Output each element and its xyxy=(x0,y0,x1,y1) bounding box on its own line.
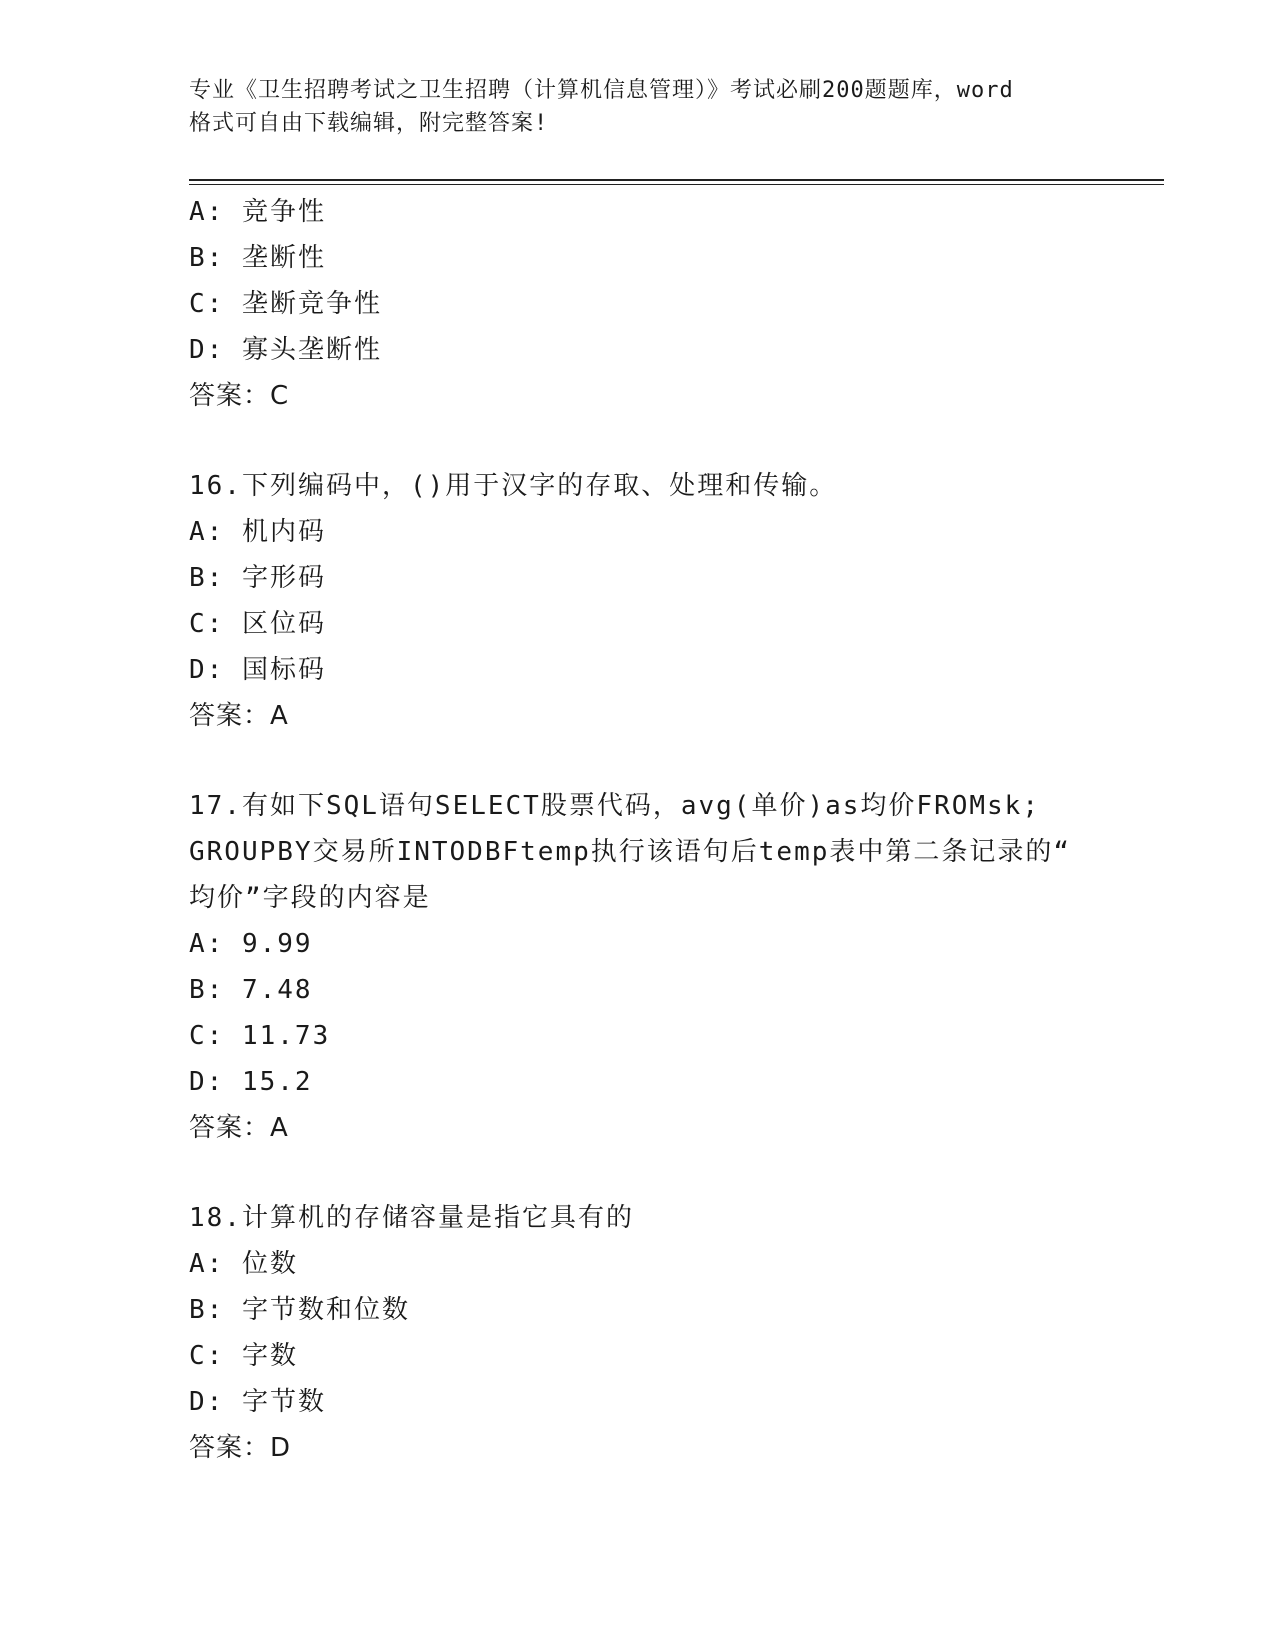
answer-line: 答案：C xyxy=(189,381,290,411)
option-a: A: 竞争性 xyxy=(189,197,326,227)
option-a: A: 位数 xyxy=(189,1249,298,1279)
option-a: A: 9.99 xyxy=(189,929,313,959)
option-b: B: 字节数和位数 xyxy=(189,1295,410,1325)
answer-line: 答案：A xyxy=(189,1113,289,1143)
spacer xyxy=(189,1151,1089,1195)
option-d: D: 寡头垄断性 xyxy=(189,335,382,365)
document-header xyxy=(189,74,1089,140)
option-b: B: 7.48 xyxy=(189,975,313,1005)
option-c: C: 11.73 xyxy=(189,1021,331,1051)
option-d: D: 15.2 xyxy=(189,1067,313,1097)
option-a: A: 机内码 xyxy=(189,517,326,547)
header-divider-thick xyxy=(189,179,1164,181)
question-15 xyxy=(189,189,1089,419)
spacer xyxy=(189,739,1089,783)
answer-line: 答案：D xyxy=(189,1433,292,1463)
question-text: 18.计算机的存储容量是指它具有的 xyxy=(189,1203,634,1233)
header-line-1: 专业《卫生招聘考试之卫生招聘（计算机信息管理）》考试必刷200题题库，word xyxy=(189,78,1014,103)
header-divider-thin xyxy=(189,184,1164,185)
option-c: C: 区位码 xyxy=(189,609,326,639)
header-line-2: 格式可自由下载编辑，附完整答案! xyxy=(189,111,549,136)
option-b: B: 字形码 xyxy=(189,563,326,593)
question-text-line-3: 均价”字段的内容是 xyxy=(189,883,431,913)
question-text-line-2: GROUPBY交易所INTODBFtemp执行该语句后temp表中第二条记录的“ xyxy=(189,837,1072,867)
question-list xyxy=(189,189,1089,1471)
question-text-line-1: 17.有如下SQL语句SELECT股票代码，avg(单价)as均价FROMsk; xyxy=(189,791,1040,821)
spacer xyxy=(189,419,1089,463)
option-c: C: 垄断竞争性 xyxy=(189,289,382,319)
option-d: D: 字节数 xyxy=(189,1387,326,1417)
option-b: B: 垄断性 xyxy=(189,243,326,273)
question-text: 16.下列编码中，()用于汉字的存取、处理和传输。 xyxy=(189,471,838,501)
question-17 xyxy=(189,783,1089,1151)
question-16 xyxy=(189,463,1089,739)
question-18 xyxy=(189,1195,1089,1471)
option-c: C: 字数 xyxy=(189,1341,298,1371)
option-d: D: 国标码 xyxy=(189,655,326,685)
answer-line: 答案：A xyxy=(189,701,289,731)
